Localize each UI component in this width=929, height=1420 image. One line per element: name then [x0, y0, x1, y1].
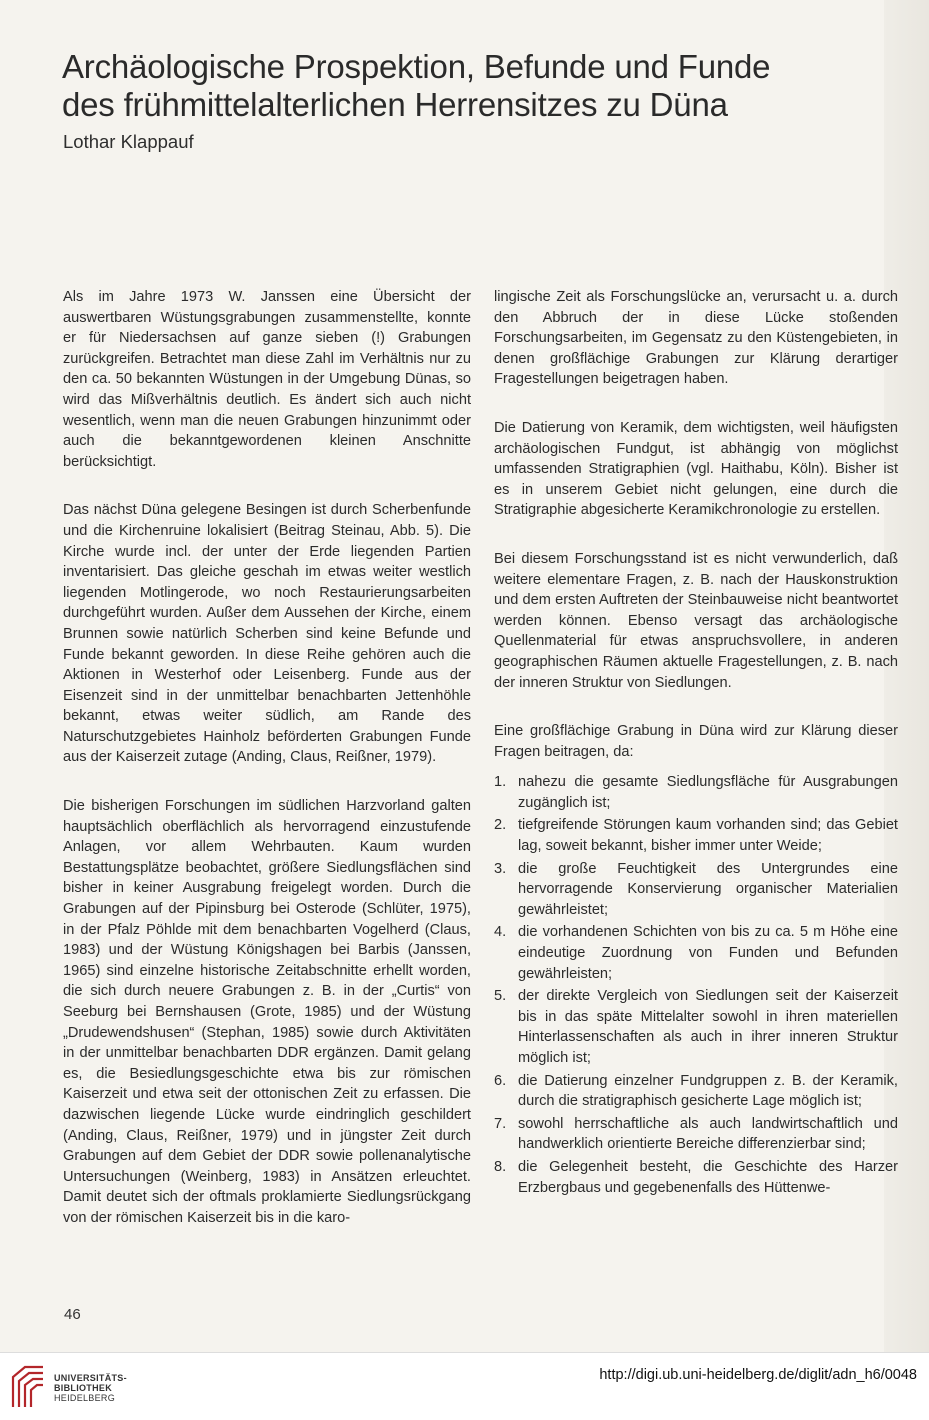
paragraph: Bei diesem Forschungsstand ist es nicht verwunderlich, daß weitere elementare Fragen, z. B. nach der Hauskonstruktion und dem ersten Auftreten der Steinbauweise nicht beantwortet werden können. Ebenso versagt das archäologische Quellenmaterial für etwas anspruchsvollere, in anderen geographischen Räumen aktuelle Fragestellungen, z. B. nach der inneren Struktur von Siedlungen. [494, 550, 898, 691]
list-number: 1. [494, 774, 507, 791]
list-item [494, 1114, 898, 1155]
viewer-footer [0, 1352, 929, 1420]
list-number: 7. [494, 1115, 507, 1132]
list-number: 2. [494, 817, 507, 834]
right-column [494, 287, 898, 1200]
list-text: die Datierung einzelner Fundgruppen z. B. der Keramik, durch die stratigraphisch gesicherte Lage möglich ist; [518, 1072, 898, 1110]
list-text: die vorhandenen Schichten von bis zu ca. 5 m Höhe eine eindeutige Zuordnung von Funden und Befunden gewährleisten; [518, 924, 898, 982]
numbered-list [494, 772, 898, 1198]
list-item [494, 986, 898, 1068]
list-number: 4. [494, 924, 507, 941]
paragraph: Das nächst Düna gelegene Besingen ist durch Scherbenfunde und die Kirchenruine lokalisiert (Beitrag Steinau, Abb. 5). Die Kirche wurde incl. der unter der Erde liegenden Partien inventarisiert. Das gleiche geschah im etwas weiter westlich liegenden Motlingerode, wo noch Restaurierungsarbeiten durchgeführt wurden. Außer dem Aussehen der Kirche, einem Brunnen sowie natürlich Scherben sind keine Befunde und Funde bekannt geworden. In diese Reihe gehören auch die Aktionen in Westerhof oder Leisenberg. Funde aus der Eisenzeit sind in der unmittelbar benachbarten Jettenhöhle bekannt, etwas weiter südlich, am Rande des Naturschutzgebietes Hainholz beförderten Grabungen Funde aus der Kaiserzeit zutage (Anding, Claus, Reißner, 1979). [63, 502, 471, 766]
paragraph: Die Datierung von Keramik, dem wichtigsten, weil häufigsten archäologischen Fundgut, ist abhängig von möglichst umfassenden Stratigraphien (vgl. Haithabu, Köln). Bisher ist es in unserem Gebiet nicht gelungen, eine durch die Stratigraphie abgesicherte Keramikchronologie zu erstellen. [494, 419, 898, 519]
list-item [494, 922, 898, 984]
paragraph: Eine großflächige Grabung in Düna wird zur Klärung dieser Fragen beitragen, da: [494, 723, 898, 760]
list-number: 6. [494, 1072, 507, 1089]
list-text: sowohl herrschaftliche als auch landwirtschaftlich und handwerklich orientierte Bereiche differenzierbar sind; [518, 1115, 898, 1153]
library-name [54, 1373, 127, 1403]
list-text: der direkte Vergleich von Siedlungen seit der Kaiserzeit bis in das späte Mittelalter sowohl in ihren materiellen Hinterlassenschaften als auch in ihrer inneren Struktur möglich ist; [518, 988, 898, 1066]
list-text: tiefgreifende Störungen kaum vorhanden sind; das Gebiet lag, soweit bekannt, bisher immer unter Weide; [518, 817, 898, 855]
list-text: nahezu die gesamte Siedlungsfläche für Ausgrabungen zugänglich ist; [518, 774, 898, 811]
title-line-2: des frühmittelalterlichen Herrensitzes zu Düna [62, 86, 728, 123]
list-item [494, 815, 898, 856]
paragraph: lingische Zeit als Forschungslücke an, verursacht u. a. durch den Abbruch der in diese Lücke stoßenden Forschungsarbeiten, im Gegensatz zu den Küstengebieten, in denen großflächige Grabungen zur Klärung derartiger Fragestellungen beigetragen haben. [494, 289, 898, 388]
library-name-line: UNIVERSITÄTS- [54, 1373, 127, 1383]
list-item [494, 772, 898, 813]
list-item [494, 1071, 898, 1112]
list-number: 3. [494, 860, 507, 877]
article-title [62, 48, 862, 124]
left-column [63, 287, 471, 1257]
list-item [494, 1157, 898, 1198]
paragraph: Als im Jahre 1973 W. Janssen eine Übersicht der auswertbaren Wüstungsgrabungen zusammenstellte, konnte er für Niedersachsen auf ganze sieben (!) Grabungen zurückgreifen. Betrachtet man diese Zahl im Verhältnis nur zu den ca. 50 bekannten Wüstungen in der Umgebung Dünas, so wird das Mißverhältnis deutlich. Es ändert sich auch nicht wesentlich, wenn man die neuen Grabungen hinzunimmt oder auch die bekanntgewordenen kleinen Anschnitte berücksichtigt. [63, 289, 471, 470]
list-number: 5. [494, 988, 507, 1005]
library-name-line: BIBLIOTHEK [54, 1383, 112, 1393]
paragraph: Die bisherigen Forschungen im südlichen Harzvorland galten hauptsächlich oberflächlich als hervorragend einzustufende Anlagen, vor allem Wehrbauten. Kaum wurden Bestattungsplätze beobachtet, größere Siedlungsflächen sind bisher in keiner Ausgrabung freigelegt worden. Durch die Grabungen auf der Pipinsburg bei Osterode (Schlüter, 1975), in der Pfalz Pöhlde mit dem benachbarten Vogelherd (Claus, 1983) und der Wüstung Königshagen bei Barbis (Janssen, 1965) sind einzelne historische Zeitabschnitte erhellt worden, die sich durch neuere Grabungen z. B. in der „Curtis“ von Seeburg bei Bernshausen (Grote, 1985) und der Wüstung „Drudewendshusen“ (Stephan, 1985) sowie durch Aktivitäten in der unmittelbar benachbarten DDR ergänzen. Damit gelang es, die Besiedlungsgeschichte etwa bis zur römischen Kaiserzeit und etwa seit der ottonischen Zeit zu erfassen. Die dazwischen liegende Lücke wurde eindringlich geschildert (Anding, Claus, Reißner, 1979) und in jüngster Zeit durch Grabungen auf dem Gebiet der DDR sowie pollenanalytische Untersuchungen (Weinberg, 1983) in Ansätzen erleuchtet. Damit deutet sich der oftmals proklamierte Siedlungsrückgang von der römischen Kaiserzeit bis in die karo- [63, 798, 471, 1226]
title-line-1: Archäologische Prospektion, Befunde und Funde [62, 48, 771, 85]
library-name-line: HEIDELBERG [54, 1393, 116, 1403]
author-name: Lothar Klappauf [63, 131, 194, 152]
permalink-url[interactable]: http://digi.ub.uni-heidelberg.de/diglit/adn_h6/0048 [599, 1367, 917, 1383]
list-text: die Gelegenheit besteht, die Geschichte des Harzer Erzbergbaus und gegebenenfalls des Hüttenwe- [518, 1158, 898, 1196]
page-number: 46 [64, 1306, 81, 1323]
list-item [494, 859, 898, 921]
list-number: 8. [494, 1158, 507, 1175]
list-text: die große Feuchtigkeit des Untergrundes eine hervorragende Konservierung organischer Materialien gewährleistet; [518, 860, 898, 918]
library-logo-icon [10, 1363, 46, 1409]
